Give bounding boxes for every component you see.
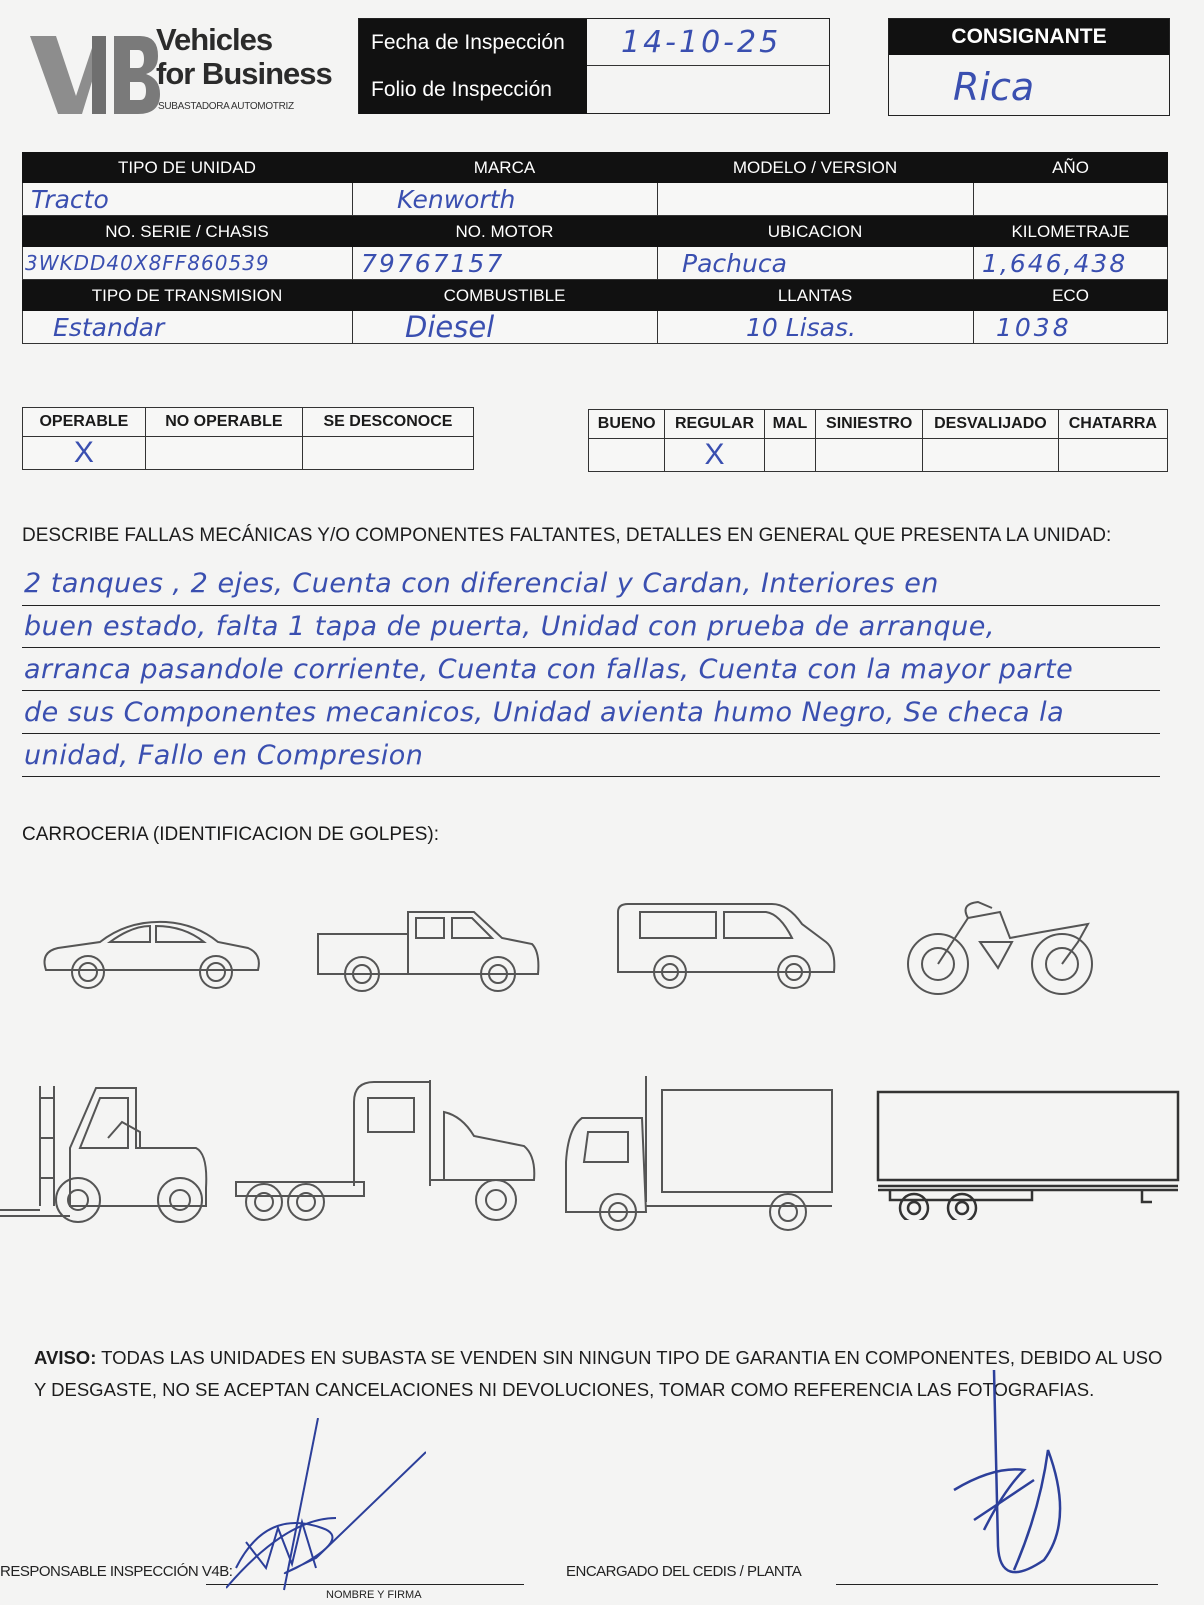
col-label: TIPO DE TRANSMISION <box>91 285 283 305</box>
unit-header-row-3 <box>22 280 1168 311</box>
aviso-text: TODAS LAS UNIDADES EN SUBASTA SE VENDEN SIN NINGUN TIPO DE GARANTIA EN COMPONENTES, DEBIDO AL USO Y DESGASTE, NO SE ACEPTAN CANCELACIONES NI DEVOLUCIONES, TOMAR COMO REFERENCIA LAS FOTOGRAFIAS. <box>34 1347 1163 1400</box>
description-title: DESCRIBE FALLAS MECÁNICAS Y/O COMPONENTES FALTANTES, DETALLES EN GENERAL QUE PRESENTA LA UNIDAD: <box>22 525 1112 546</box>
llantas-value: 10 Lisas. <box>746 312 856 342</box>
condition-table <box>588 409 1168 472</box>
forklift-icon[interactable] <box>0 1078 214 1226</box>
unit-value-row-3 <box>22 311 1168 344</box>
consignante-label: CONSIGNANTE <box>889 19 1169 55</box>
motor-field[interactable] <box>352 247 657 280</box>
fecha-value: 14-10-25 <box>621 25 782 60</box>
anio-field[interactable] <box>973 183 1168 216</box>
combustible-field[interactable] <box>352 311 657 344</box>
ruled-line <box>22 776 1160 777</box>
tipo-unidad-field[interactable] <box>22 183 352 216</box>
ruled-line <box>22 647 1160 648</box>
ruled-line <box>22 605 1160 606</box>
logo-subtitle: SUBASTADORA AUTOMOTRIZ <box>158 101 294 112</box>
logo-text-vehicles: Vehicles <box>156 22 273 57</box>
fecha-label: Fecha de Inspección <box>359 19 587 66</box>
sedan-icon[interactable] <box>38 912 264 992</box>
fecha-field[interactable] <box>587 19 829 66</box>
bueno-checkbox[interactable] <box>589 439 665 472</box>
eco-value: 1038 <box>996 312 1072 342</box>
body-damage-title: CARROCERIA (IDENTIFICACION DE GOLPES): <box>22 824 439 845</box>
trailer-icon[interactable] <box>876 1090 1182 1220</box>
encargado-signature[interactable] <box>944 1370 1084 1605</box>
mal-checkbox[interactable] <box>764 439 815 472</box>
folio-label: Folio de Inspección <box>359 66 587 114</box>
mal-label: MAL <box>764 410 815 439</box>
col-label: AÑO <box>1052 157 1089 177</box>
col-label: UBICACION <box>767 221 863 241</box>
operable-checkbox[interactable] <box>23 437 146 470</box>
responsable-label: RESPONSABLE INSPECCIÓN V4B: <box>0 1563 233 1580</box>
responsable-signature[interactable] <box>226 1418 426 1599</box>
no-operable-label: NO OPERABLE <box>145 408 302 437</box>
desvalijado-label: DESVALIJADO <box>923 410 1059 439</box>
col-label: LLANTAS <box>777 285 853 305</box>
col-label: TIPO DE UNIDAD <box>118 157 256 177</box>
encargado-label: ENCARGADO DEL CEDIS / PLANTA <box>566 1563 802 1580</box>
regular-checkbox[interactable] <box>665 439 764 472</box>
siniestro-label: SINIESTRO <box>816 410 923 439</box>
marca-value: Kenworth <box>397 184 516 214</box>
siniestro-checkbox[interactable] <box>816 439 923 472</box>
operability-table <box>22 407 474 470</box>
tipo-unidad-value: Tracto <box>31 184 109 214</box>
description-line-4[interactable]: de sus Componentes mecanicos, Unidad avienta humo Negro, Se checa la <box>24 697 1065 728</box>
kilometraje-field[interactable] <box>973 247 1168 280</box>
modelo-field[interactable] <box>657 183 973 216</box>
transmision-field[interactable] <box>22 311 352 344</box>
regular-label: REGULAR <box>665 410 764 439</box>
nombre-firma-label: NOMBRE Y FIRMA <box>326 1589 422 1601</box>
operable-label: OPERABLE <box>23 408 146 437</box>
col-label: MARCA <box>473 157 536 177</box>
eco-field[interactable] <box>973 311 1168 344</box>
col-label: NO. SERIE / CHASIS <box>105 221 269 241</box>
consignante-box <box>888 18 1170 116</box>
motorcycle-icon[interactable] <box>902 898 1100 1002</box>
consignante-value[interactable]: Rica <box>953 65 1035 109</box>
marca-field[interactable] <box>352 183 657 216</box>
unit-info-table <box>22 152 1168 344</box>
aviso-label: AVISO: <box>34 1347 97 1368</box>
unit-value-row-1 <box>22 183 1168 216</box>
inspection-header <box>358 18 830 114</box>
description-line-2[interactable]: buen estado, falta 1 tapa de puerta, Unidad con prueba de arranque, <box>24 611 995 642</box>
motor-value: 79767157 <box>361 248 505 278</box>
se-desconoce-label: SE DESCONOCE <box>302 408 473 437</box>
unit-header-row-2 <box>22 216 1168 247</box>
serie-field[interactable] <box>22 247 352 280</box>
ruled-line <box>22 690 1160 691</box>
tractor-truck-icon[interactable] <box>234 1076 540 1226</box>
transmision-value: Estandar <box>53 312 165 342</box>
unit-header-row-1 <box>22 152 1168 183</box>
bueno-label: BUENO <box>589 410 665 439</box>
description-line-5[interactable]: unidad, Fallo en Compresion <box>24 740 424 771</box>
van-icon[interactable] <box>612 898 842 994</box>
description-line-1[interactable]: 2 tanques , 2 ejes, Cuenta con diferencial y Cardan, Interiores en <box>24 568 939 599</box>
ubicacion-value: Pachuca <box>682 248 787 278</box>
v4b-logo-icon <box>22 22 162 122</box>
se-desconoce-checkbox[interactable] <box>302 437 473 470</box>
col-label: NO. MOTOR <box>455 221 554 241</box>
desvalijado-checkbox[interactable] <box>923 439 1059 472</box>
llantas-field[interactable] <box>657 311 973 344</box>
description-line-3[interactable]: arranca pasandole corriente, Cuenta con fallas, Cuenta con la mayor parte <box>24 654 1074 685</box>
pickup-icon[interactable] <box>312 904 544 996</box>
folio-field[interactable] <box>587 66 829 113</box>
no-operable-checkbox[interactable] <box>145 437 302 470</box>
col-label: ECO <box>1052 285 1089 305</box>
col-label: MODELO / VERSION <box>732 157 898 177</box>
unit-value-row-2 <box>22 247 1168 280</box>
kilometraje-value: 1,646,438 <box>982 248 1128 278</box>
ubicacion-field[interactable] <box>657 247 973 280</box>
col-label: KILOMETRAJE <box>1011 221 1130 241</box>
logo-text-business: for Business <box>156 56 332 91</box>
combustible-value: Diesel <box>405 310 495 344</box>
box-truck-icon[interactable] <box>562 1072 836 1232</box>
serie-value: 3WKDD40X8FF860539 <box>25 251 270 275</box>
check-mark: X <box>704 438 725 471</box>
chatarra-checkbox[interactable] <box>1058 439 1167 472</box>
chatarra-label: CHATARRA <box>1058 410 1167 439</box>
check-mark: X <box>73 436 94 469</box>
ruled-line <box>22 733 1160 734</box>
col-label: COMBUSTIBLE <box>443 285 566 305</box>
